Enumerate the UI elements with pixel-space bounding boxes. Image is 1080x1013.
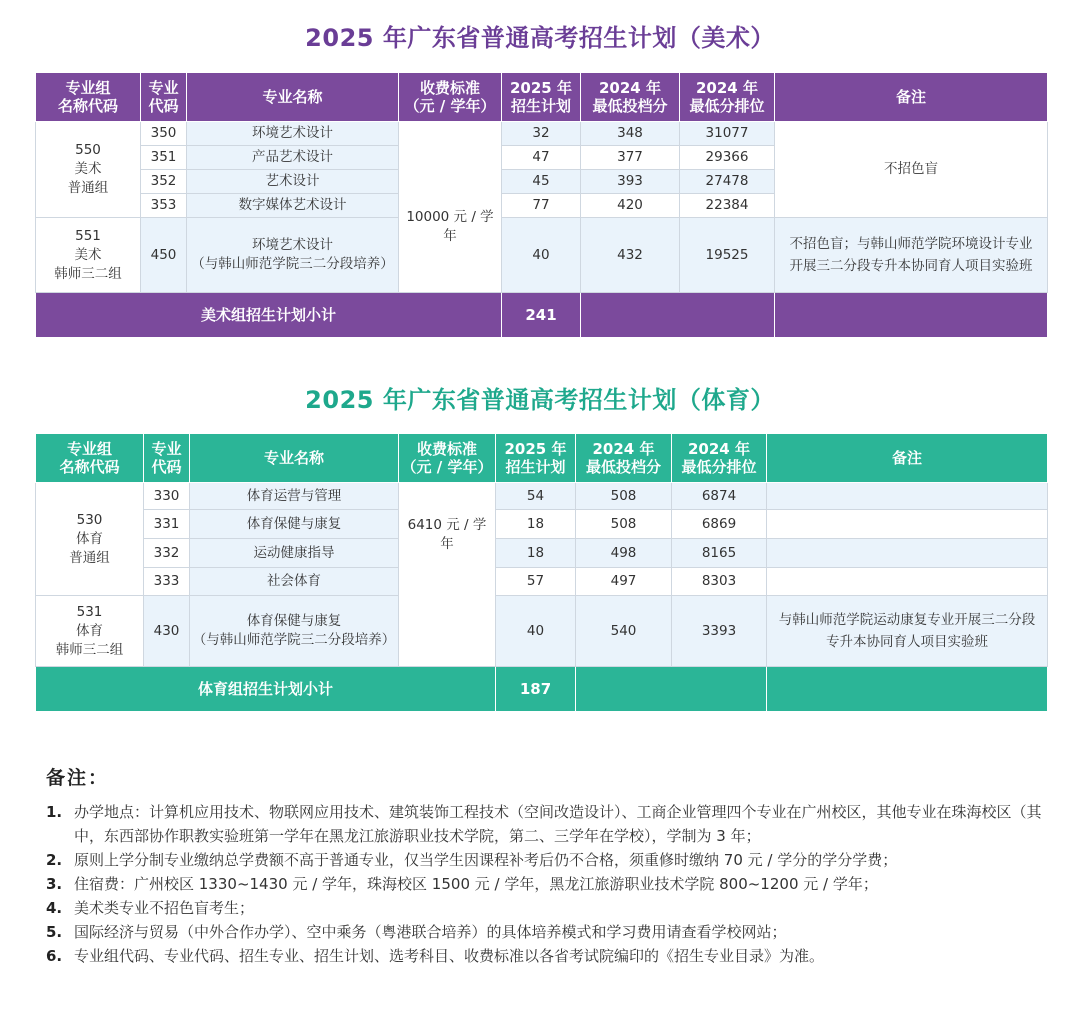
- note-number: 3.: [46, 875, 63, 893]
- major-name-cell: 体育保健与康复 （与韩山师范学院三二分段培养）: [190, 596, 399, 667]
- header-major-code: 专业 代码: [141, 73, 187, 122]
- note-text: 国际经济与贸易（中外合作办学）、空中乘务（粤港联合培养）的具体培养模式和学习费用请查看学校网站；: [74, 923, 787, 941]
- group-name-cell: 551 美术 韩师三二组: [36, 218, 141, 293]
- major-code-cell: 333: [144, 568, 190, 596]
- table-header-row: [36, 434, 1048, 483]
- remarks-cell: 与韩山师范学院运动康复专业开展三二分段 专升本协同育人项目实验班: [767, 596, 1048, 667]
- major-name-cell: 体育保健与康复: [190, 510, 399, 539]
- plan-cell: 54: [496, 483, 576, 510]
- plan-cell: 32: [502, 122, 581, 146]
- subtotal-empty: [775, 293, 1048, 338]
- score-cell: 348: [581, 122, 680, 146]
- note-item: [46, 896, 1046, 920]
- major-name-cell: 运动健康指导: [190, 539, 399, 568]
- major-code-cell: 331: [144, 510, 190, 539]
- header-fee: 收费标准 （元 / 学年）: [399, 434, 496, 483]
- note-number: 2.: [46, 851, 63, 869]
- group-name-cell: 531 体育 韩师三二组: [36, 596, 144, 667]
- major-code-cell: 350: [141, 122, 187, 146]
- major-name-cell: 环境艺术设计 （与韩山师范学院三二分段培养）: [187, 218, 399, 293]
- table-row: [36, 568, 1048, 596]
- note-number: 1.: [46, 803, 63, 821]
- score-cell: 432: [581, 218, 680, 293]
- major-code-cell: 353: [141, 194, 187, 218]
- score-cell: 540: [576, 596, 672, 667]
- notes-list: [46, 800, 1046, 968]
- rank-cell: 8303: [672, 568, 767, 596]
- remarks-cell: [767, 483, 1048, 510]
- header-major-name: 专业名称: [187, 73, 399, 122]
- group-name-cell: 550 美术 普通组: [36, 122, 141, 218]
- score-cell: 377: [581, 146, 680, 170]
- rank-cell: 8165: [672, 539, 767, 568]
- table-row: [36, 122, 1048, 146]
- header-major-code: 专业 代码: [144, 434, 190, 483]
- header-min-rank-2024: 2024 年 最低分排位: [680, 73, 775, 122]
- subtotal-label: 美术组招生计划小计: [36, 293, 502, 338]
- fee-cell: 10000 元 / 学年: [399, 122, 502, 293]
- group-name-cell: 530 体育 普通组: [36, 483, 144, 596]
- major-code-cell: 450: [141, 218, 187, 293]
- header-fee: 收费标准 （元 / 学年）: [399, 73, 502, 122]
- plan-cell: 40: [496, 596, 576, 667]
- subtotal-value: 187: [496, 667, 576, 712]
- note-text: 专业组代码、专业代码、招生专业、招生计划、选考科目、收费标准以各省考试院编印的《招生专业目录》为准。: [74, 947, 825, 965]
- header-plan-2025: 2025 年 招生计划: [496, 434, 576, 483]
- major-name-cell: 产品艺术设计: [187, 146, 399, 170]
- major-code-cell: 332: [144, 539, 190, 568]
- pe-plan-table: [35, 433, 1048, 712]
- note-number: 5.: [46, 923, 63, 941]
- header-remarks: 备注: [767, 434, 1048, 483]
- note-item: [46, 920, 1046, 944]
- score-cell: 497: [576, 568, 672, 596]
- plan-cell: 77: [502, 194, 581, 218]
- note-item: [46, 848, 1046, 872]
- remarks-cell: [767, 539, 1048, 568]
- major-code-cell: 330: [144, 483, 190, 510]
- note-text: 美术类专业不招色盲考生；: [74, 899, 255, 917]
- remarks-cell: 不招色盲；与韩山师范学院环境设计专业 开展三二分段专升本协同育人项目实验班: [775, 218, 1048, 293]
- major-name-cell: 环境艺术设计: [187, 122, 399, 146]
- major-name-cell: 数字媒体艺术设计: [187, 194, 399, 218]
- subtotal-empty: [581, 293, 775, 338]
- table-header-row: [36, 73, 1048, 122]
- plan-cell: 18: [496, 510, 576, 539]
- header-min-score-2024: 2024 年 最低投档分: [576, 434, 672, 483]
- note-item: [46, 872, 1046, 896]
- rank-cell: 31077: [680, 122, 775, 146]
- fee-cell: 6410 元 / 学年: [399, 483, 496, 667]
- rank-cell: 29366: [680, 146, 775, 170]
- plan-cell: 40: [502, 218, 581, 293]
- header-group-code: 专业组 名称代码: [36, 434, 144, 483]
- header-group-code: 专业组 名称代码: [36, 73, 141, 122]
- note-text: 办学地点：计算机应用技术、物联网应用技术、建筑装饰工程技术（空间改造设计）、工商企业管理四个专业在广州校区，其他专业在珠海校区（其中，东西部协作职教实验班第一学年在黑龙江旅游职业技术学院，第二、三学年在学校），学制为 3 年；: [74, 803, 1042, 845]
- table-row: [36, 510, 1048, 539]
- major-name-cell: 体育运营与管理: [190, 483, 399, 510]
- table-row: [36, 596, 1048, 667]
- subtotal-empty: [767, 667, 1048, 712]
- rank-cell: 27478: [680, 170, 775, 194]
- subtotal-empty: [576, 667, 767, 712]
- major-code-cell: 352: [141, 170, 187, 194]
- note-number: 6.: [46, 947, 63, 965]
- table-row: [36, 218, 1048, 293]
- art-plan-table: [35, 72, 1048, 338]
- rank-cell: 6869: [672, 510, 767, 539]
- header-major-name: 专业名称: [190, 434, 399, 483]
- remarks-cell: [767, 510, 1048, 539]
- rank-cell: 19525: [680, 218, 775, 293]
- score-cell: 420: [581, 194, 680, 218]
- plan-cell: 47: [502, 146, 581, 170]
- major-code-cell: 351: [141, 146, 187, 170]
- table-row: [36, 483, 1048, 510]
- art-section-title: 2025 年广东省普通高考招生计划（美术）: [305, 24, 775, 52]
- note-number: 4.: [46, 899, 63, 917]
- major-name-cell: 艺术设计: [187, 170, 399, 194]
- remarks-cell: 不招色盲: [775, 122, 1048, 218]
- pe-section-title: 2025 年广东省普通高考招生计划（体育）: [305, 386, 775, 414]
- subtotal-value: 241: [502, 293, 581, 338]
- table-row: [36, 539, 1048, 568]
- major-name-cell: 社会体育: [190, 568, 399, 596]
- remarks-cell: [767, 568, 1048, 596]
- note-text: 原则上学分制专业缴纳总学费额不高于普通专业，仅当学生因课程补考后仍不合格，须重修时缴纳 70 元 / 学分的学分学费；: [74, 851, 898, 869]
- notes-title: 备注：: [46, 767, 110, 789]
- score-cell: 508: [576, 510, 672, 539]
- rank-cell: 6874: [672, 483, 767, 510]
- subtotal-row: [36, 293, 1048, 338]
- rank-cell: 3393: [672, 596, 767, 667]
- subtotal-label: 体育组招生计划小计: [36, 667, 496, 712]
- note-item: [46, 944, 1046, 968]
- header-min-score-2024: 2024 年 最低投档分: [581, 73, 680, 122]
- header-min-rank-2024: 2024 年 最低分排位: [672, 434, 767, 483]
- score-cell: 393: [581, 170, 680, 194]
- plan-cell: 57: [496, 568, 576, 596]
- score-cell: 498: [576, 539, 672, 568]
- major-code-cell: 430: [144, 596, 190, 667]
- notes-section: [46, 763, 1046, 968]
- score-cell: 508: [576, 483, 672, 510]
- header-plan-2025: 2025 年 招生计划: [502, 73, 581, 122]
- plan-cell: 18: [496, 539, 576, 568]
- note-item: [46, 800, 1046, 848]
- plan-cell: 45: [502, 170, 581, 194]
- rank-cell: 22384: [680, 194, 775, 218]
- subtotal-row: [36, 667, 1048, 712]
- note-text: 住宿费：广州校区 1330~1430 元 / 学年，珠海校区 1500 元 / 学年，黑龙江旅游职业技术学院 800~1200 元 / 学年；: [74, 875, 878, 893]
- header-remarks: 备注: [775, 73, 1048, 122]
